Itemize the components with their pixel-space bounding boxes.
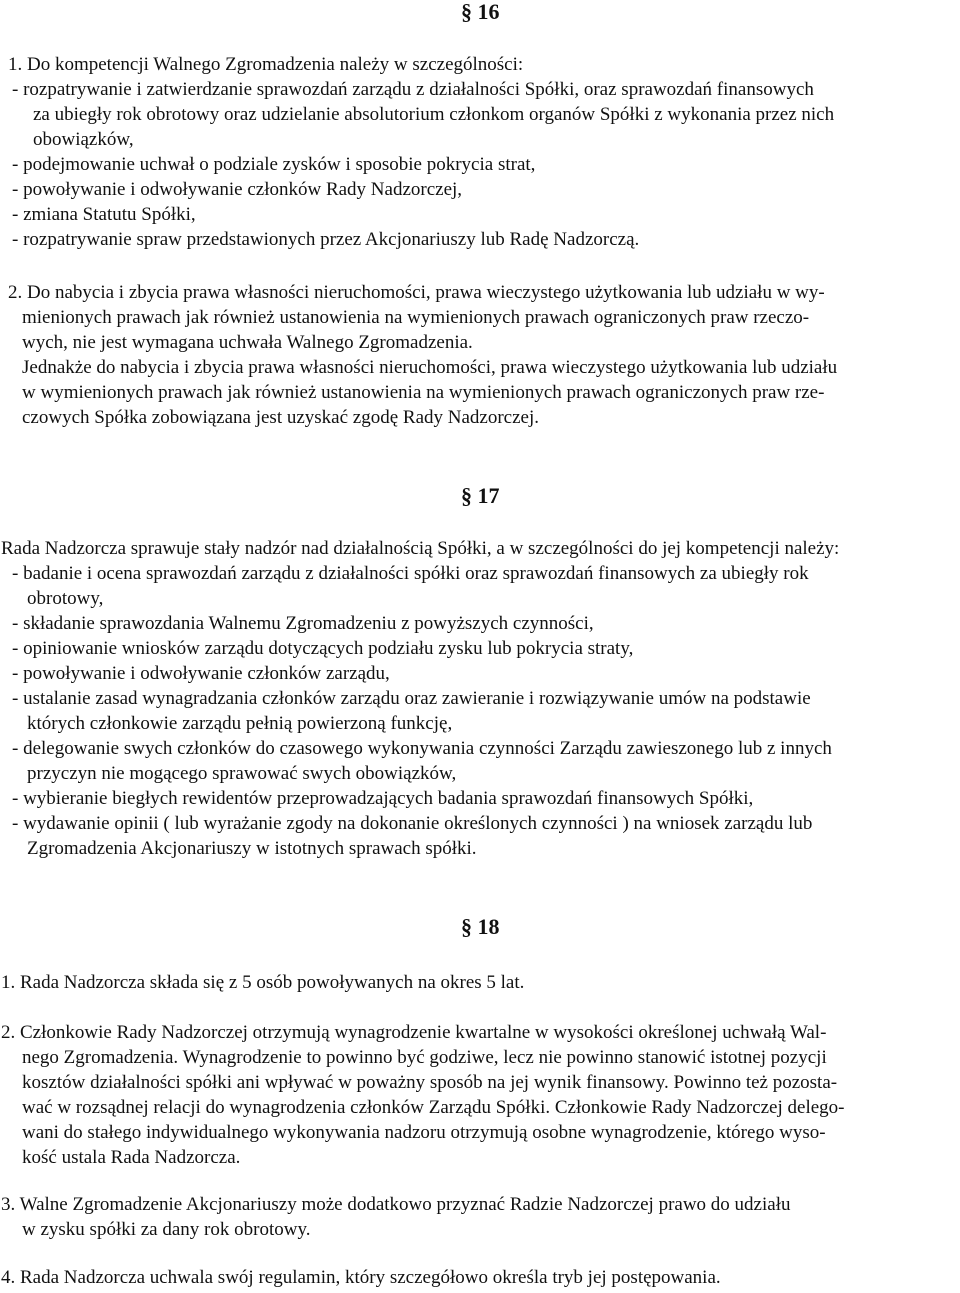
s16-item-2-line: 2. Do nabycia i zbycia prawa własności nieruchomości, prawa wieczystego użytkowania lub udziału w wy- (8, 282, 825, 303)
s17-list-line: - opiniowanie wniosków zarządu dotyczących podziału zysku lub pokrycia straty, (12, 638, 634, 659)
s16-item-2-line: Jednakże do nabycia i zbycia prawa własności nieruchomości, prawa wieczystego użytkowania lub udziału (22, 357, 838, 378)
section-16-heading: § 16 (461, 0, 500, 24)
s17-list-line: - ustalanie zasad wynagradzania członków zarządu oraz zawieranie i rozwiązywanie umów na podstawie (12, 688, 811, 709)
s16-item-2-line: mienionych prawach jak również ustanowienia na wymienionych prawach ograniczonych praw rzeczo- (22, 307, 810, 328)
s17-list-line: - składanie sprawozdania Walnemu Zgromadzeniu z powyższych czynności, (12, 613, 594, 634)
s16-item-1-line: obowiązków, (33, 129, 134, 150)
s17-list-line: których członkowie zarządu pełnią powierzoną funkcję, (27, 713, 453, 734)
s16-item-1-line: - rozpatrywanie i zatwierdzanie sprawozdań zarządu z działalności Spółki, oraz sprawozdań finansowych (12, 79, 814, 100)
s17-list-line: Zgromadzenia Akcjonariuszy w istotnych sprawach spółki. (27, 838, 477, 859)
section-18-heading: § 18 (461, 914, 500, 939)
s18-item-3-line: w zysku spółki za dany rok obrotowy. (22, 1219, 311, 1240)
s16-item-1-line: - zmiana Statutu Spółki, (12, 204, 196, 225)
s17-list-line: - wydawanie opinii ( lub wyrażanie zgody na dokonanie określonych czynności ) na wniosek zarządu lub (12, 813, 813, 834)
s16-item-1-line: - powoływanie i odwoływanie członków Rady Nadzorczej, (12, 179, 463, 200)
s18-item-3-line: 3. Walne Zgromadzenie Akcjonariuszy może dodatkowo przyznać Radzie Nadzorczej prawo do udziału (1, 1194, 791, 1215)
s18-item-2-line: kosztów działalności spółki ani wpływać w poważny sposób na jej wynik finansowy. Powinno też pozosta- (22, 1072, 838, 1093)
s17-list-line: obrotowy, (27, 588, 104, 609)
s16-item-1-line: - rozpatrywanie spraw przedstawionych przez Akcjonariuszy lub Radę Nadzorczą. (12, 229, 640, 250)
s16-item-2-line: w wymienionych prawach jak również ustanowienia na wymienionych prawach ograniczonych praw rze- (22, 382, 825, 403)
s18-item-4: 4. Rada Nadzorcza uchwala swój regulamin, który szczegółowo określa tryb jej postępowania. (1, 1267, 721, 1288)
section-17-heading: § 17 (461, 483, 500, 508)
s18-item-2-line: wani do stałego indywidualnego wykonywania nadzoru otrzymują osobne wynagrodzenie, którego wyso- (22, 1122, 826, 1143)
s16-item-2-line: czowych Spółka zobowiązana jest uzyskać zgodę Rady Nadzorczej. (22, 407, 540, 428)
s17-list-line: - powoływanie i odwoływanie członków zarządu, (12, 663, 390, 684)
s18-item-1: 1. Rada Nadzorcza składa się z 5 osób powoływanych na okres 5 lat. (1, 972, 525, 993)
s16-item-1-line: - podejmowanie uchwał o podziale zysków i sposobie pokrycia strat, (12, 154, 536, 175)
s16-item-1-intro: 1. Do kompetencji Walnego Zgromadzenia należy w szczególności: (8, 54, 524, 75)
s18-item-2-line: nego Zgromadzenia. Wynagrodzenie to powinno być godziwe, lecz nie powinno stanowić istotnej pozycji (22, 1047, 827, 1068)
s18-item-2-line: kość ustala Rada Nadzorcza. (22, 1147, 241, 1168)
s17-list-line: - delegowanie swych członków do czasowego wykonywania czynności Zarządu zawieszonego lub z innych (12, 738, 832, 759)
s17-intro: Rada Nadzorcza sprawuje stały nadzór nad działalnością Spółki, a w szczególności do jej kompetencji należy: (1, 538, 840, 559)
s16-item-2-line: wych, nie jest wymagana uchwała Walnego Zgromadzenia. (22, 332, 473, 353)
s18-item-2-line: wać w rozsądnej relacji do wynagrodzenia członków Zarządu Spółki. Członkowie Rady Nadzorczej delego- (22, 1097, 845, 1118)
s17-list-line: - wybieranie biegłych rewidentów przeprowadzających badania sprawozdań finansowych Spółki, (12, 788, 754, 809)
s18-item-2-line: 2. Członkowie Rady Nadzorczej otrzymują wynagrodzenie kwartalne w wysokości określonej uchwałą Wal- (1, 1022, 827, 1043)
s17-list-line: - badanie i ocena sprawozdań zarządu z działalności spółki oraz sprawozdań finansowych za ubiegły rok (12, 563, 809, 584)
s17-list-line: przyczyn nie mogącego sprawować swych obowiązków, (27, 763, 457, 784)
s16-item-1-line: za ubiegły rok obrotowy oraz udzielanie absolutorium członkom organów Spółki z wykonania przez nich (33, 104, 835, 125)
